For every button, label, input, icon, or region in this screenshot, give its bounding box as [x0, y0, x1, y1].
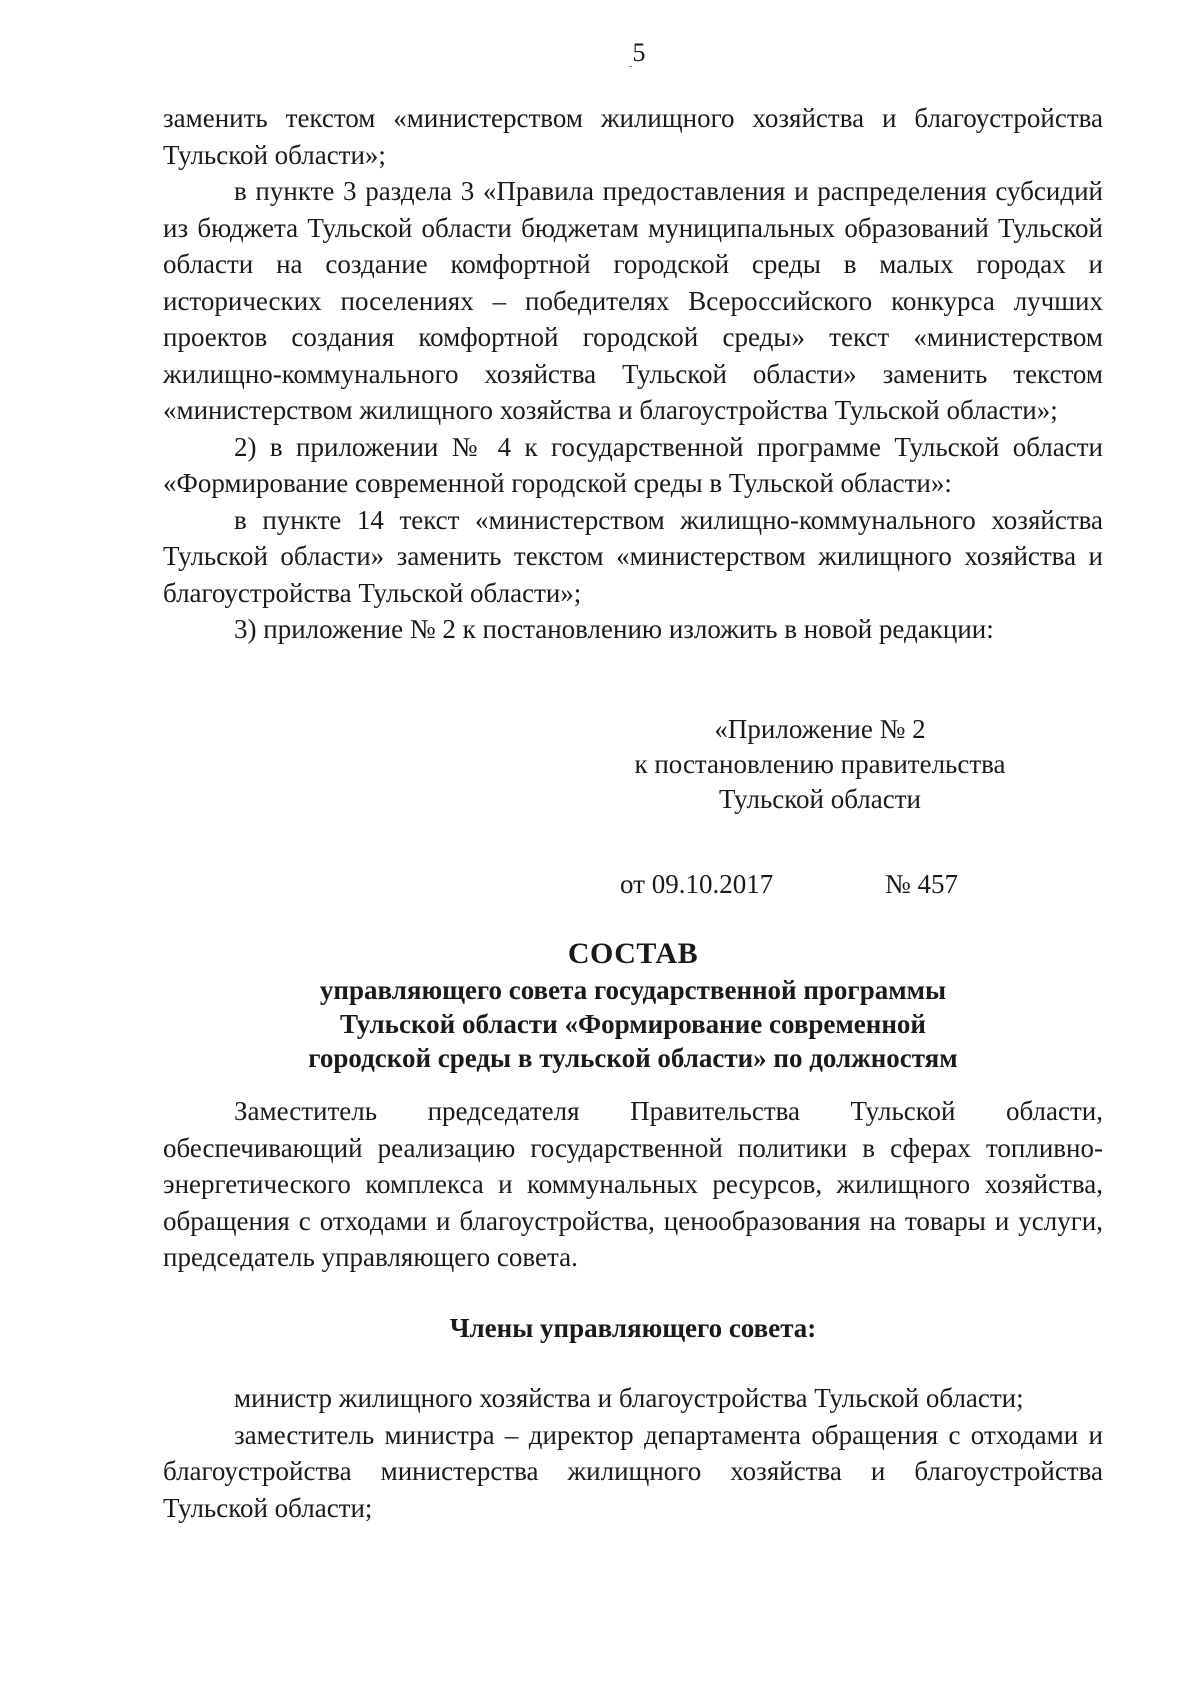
appendix-number: № 457: [885, 869, 959, 899]
members-list: [163, 1380, 1103, 1526]
appendix-region: Тульской области: [719, 784, 921, 814]
paragraph-1: заменить текстом «министерством жилищного хозяйства и благоустройства Тульской области»;: [163, 103, 1103, 170]
composition-heading: [163, 937, 1103, 1075]
heading-line-1: управляющего совета государственной программы: [319, 975, 947, 1005]
page-number: 5: [632, 38, 646, 67]
appendix-title: «Приложение № 2: [714, 714, 926, 744]
heading-line-2: Тульской области «Формирование современной: [340, 1009, 926, 1039]
paragraph-3: 2) в приложении № 4 к государственной программе Тульской области «Формирование современной городской среды в Тульской области»:: [163, 431, 1103, 498]
appendix-reference: к постановлению правительства: [634, 749, 1006, 779]
paragraph-2: в пункте 3 раздела 3 «Правила предоставления и распределения субсидий из бюджета Тульской области бюджетам муниципальных образований Тульской области на создание комфортной городской среды в малых городах и исторических поселениях – победителях Всероссийского конкурса лучших проектов создания комфортной городской среды» текст «министерством жилищно-коммунального хозяйства Тульской области» заменить текстом «министерством жилищного хозяйства и благоустройства Тульской области»;: [163, 176, 1103, 425]
scan-mark: [629, 66, 632, 67]
paragraph-5: 3) приложение № 2 к постановлению изложить в новой редакции:: [234, 614, 994, 644]
chair-paragraph: Заместитель председателя Правительства Тульской области, обеспечивающий реализацию государственной политики в сферах топливно-энергетического комплекса и коммунальных ресурсов, жилищного хозяйства, обращения с отходами и благоустройства, ценообразования на товары и услуги, председатель управляющего совета.: [163, 1096, 1103, 1272]
member-item-2: заместитель министра – директор департамента обращения с отходами и благоустройства министерства жилищного хозяйства и благоустройства Тульской области;: [163, 1419, 1103, 1523]
member-item-1: министр жилищного хозяйства и благоустройства Тульской области;: [234, 1383, 1024, 1413]
heading-title: СОСТАВ: [567, 937, 699, 970]
chair-section: [163, 1093, 1103, 1276]
appendix-date-row: [620, 867, 1020, 902]
appendix-date: от 09.10.2017: [620, 869, 774, 899]
amendments-text: [163, 100, 1103, 648]
paragraph-4: в пункте 14 текст «министерством жилищно-коммунального хозяйства Тульской области» заменить текстом «министерством жилищного хозяйства и благоустройства Тульской области»;: [163, 504, 1103, 608]
members-heading: Члены управляющего совета:: [449, 1313, 817, 1343]
heading-line-3: городской среды в тульской области» по должностям: [308, 1043, 958, 1073]
appendix-header: [620, 712, 1020, 902]
